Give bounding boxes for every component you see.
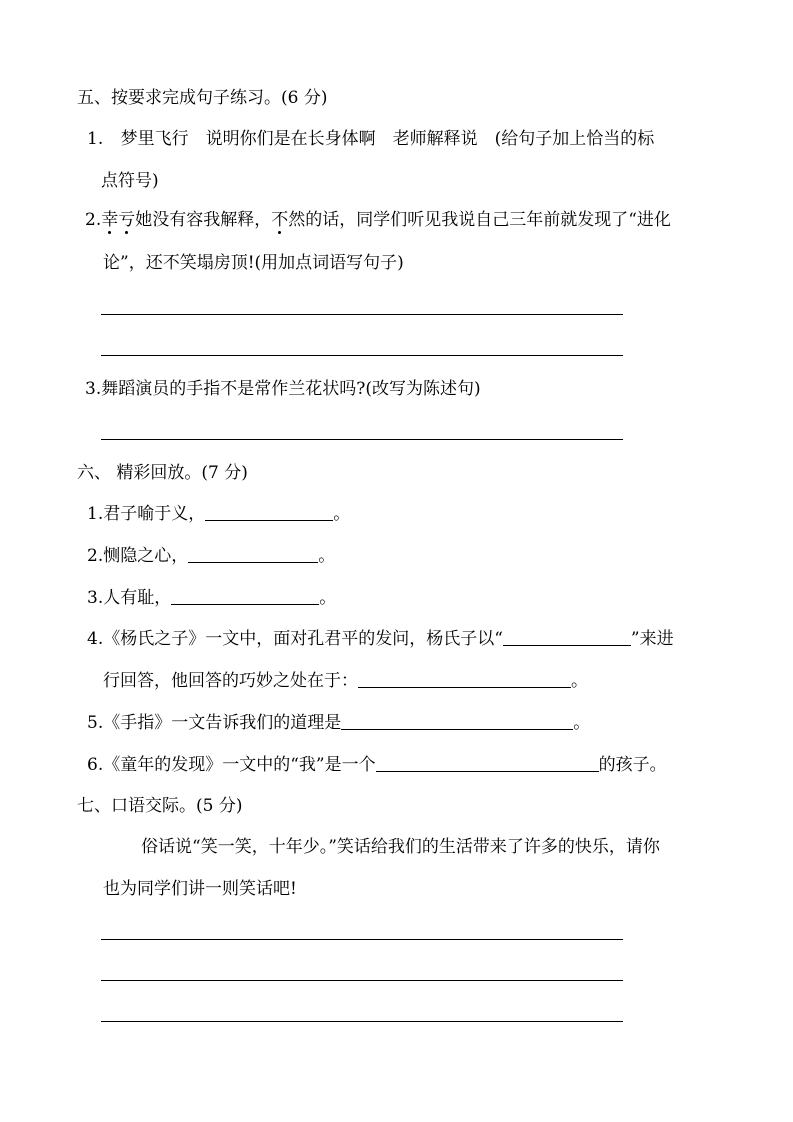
- question-text: 4.《杨氏之子》一文中，面对孔君平的发问，杨氏子以“: [87, 629, 503, 649]
- question-text: 。: [319, 588, 337, 608]
- question-6-6: [87, 754, 667, 776]
- question-text: 1.君子喻于义，: [87, 504, 206, 524]
- dotted-char: 不: [271, 210, 289, 230]
- fill-blank[interactable]: [188, 545, 318, 563]
- question-text: 的孩子。: [598, 755, 667, 775]
- section-5-title: 五、按要求完成句子练习。(6 分): [77, 88, 328, 108]
- answer-line[interactable]: [101, 980, 623, 981]
- fill-blank[interactable]: [171, 587, 319, 605]
- answer-line[interactable]: [101, 439, 623, 440]
- question-5-1-cont: 点符号): [101, 171, 159, 191]
- question-text: ”来进: [630, 629, 674, 649]
- question-text: 。: [571, 671, 588, 691]
- fill-blank[interactable]: [376, 754, 599, 772]
- question-6-4-cont: [103, 670, 588, 692]
- question-text: 梦里飞行 说明你们是在长身体啊 老师解释说 (给句子加上恰当的标: [120, 129, 655, 149]
- question-6-4: [87, 628, 674, 650]
- fill-blank[interactable]: [341, 712, 573, 730]
- question-text: 6.《童年的发现》一文中的“我”是一个: [87, 755, 376, 775]
- answer-line[interactable]: [101, 1021, 623, 1022]
- question-5-3: 3.舞蹈演员的手指不是常作兰花状吗?(改写为陈述句): [85, 379, 481, 399]
- question-6-3: [87, 587, 336, 609]
- question-text: 3.人有耻，: [87, 588, 172, 608]
- question-number: 1.: [87, 129, 104, 149]
- section-6-title: 六、 精彩回放。(7 分): [77, 463, 248, 483]
- question-5-2: [85, 209, 671, 231]
- question-number: 2.: [85, 210, 102, 230]
- question-text: 2.恻隐之心，: [87, 546, 189, 566]
- question-5-2-cont: 论”，还不笑塌房顶!(用加点词语写句子): [103, 253, 404, 273]
- oral-prompt-line2: 也为同学们讲一则笑话吧!: [103, 879, 297, 899]
- question-text: 。: [573, 713, 591, 733]
- question-6-2: [87, 545, 335, 567]
- answer-line[interactable]: [101, 355, 623, 356]
- dotted-char: 亏: [118, 210, 136, 230]
- question-text: 。: [333, 504, 351, 524]
- question-text: 行回答，他回答的巧妙之处在于：: [103, 671, 358, 691]
- question-text: 5.《手指》一文告诉我们的道理是: [87, 713, 342, 733]
- section-7-title: 七、口语交际。(5 分): [77, 796, 243, 816]
- fill-blank[interactable]: [358, 670, 571, 688]
- answer-line[interactable]: [101, 939, 623, 940]
- question-5-1: [87, 128, 654, 150]
- question-6-5: [87, 712, 590, 734]
- fill-blank[interactable]: [503, 628, 631, 646]
- dotted-char: 幸: [101, 210, 119, 230]
- question-text: 然的话，同学们听见我说自己三年前就发现了“进化: [288, 210, 671, 230]
- oral-prompt-line1: 俗话说“笑一笑，十年少。”笑话给我们的生活带来了许多的快乐，请你: [141, 837, 660, 857]
- question-text: 。: [318, 546, 336, 566]
- question-text: 她没有容我解释，: [135, 210, 272, 230]
- answer-line[interactable]: [101, 314, 623, 315]
- question-6-1: [87, 503, 350, 525]
- fill-blank[interactable]: [205, 503, 333, 521]
